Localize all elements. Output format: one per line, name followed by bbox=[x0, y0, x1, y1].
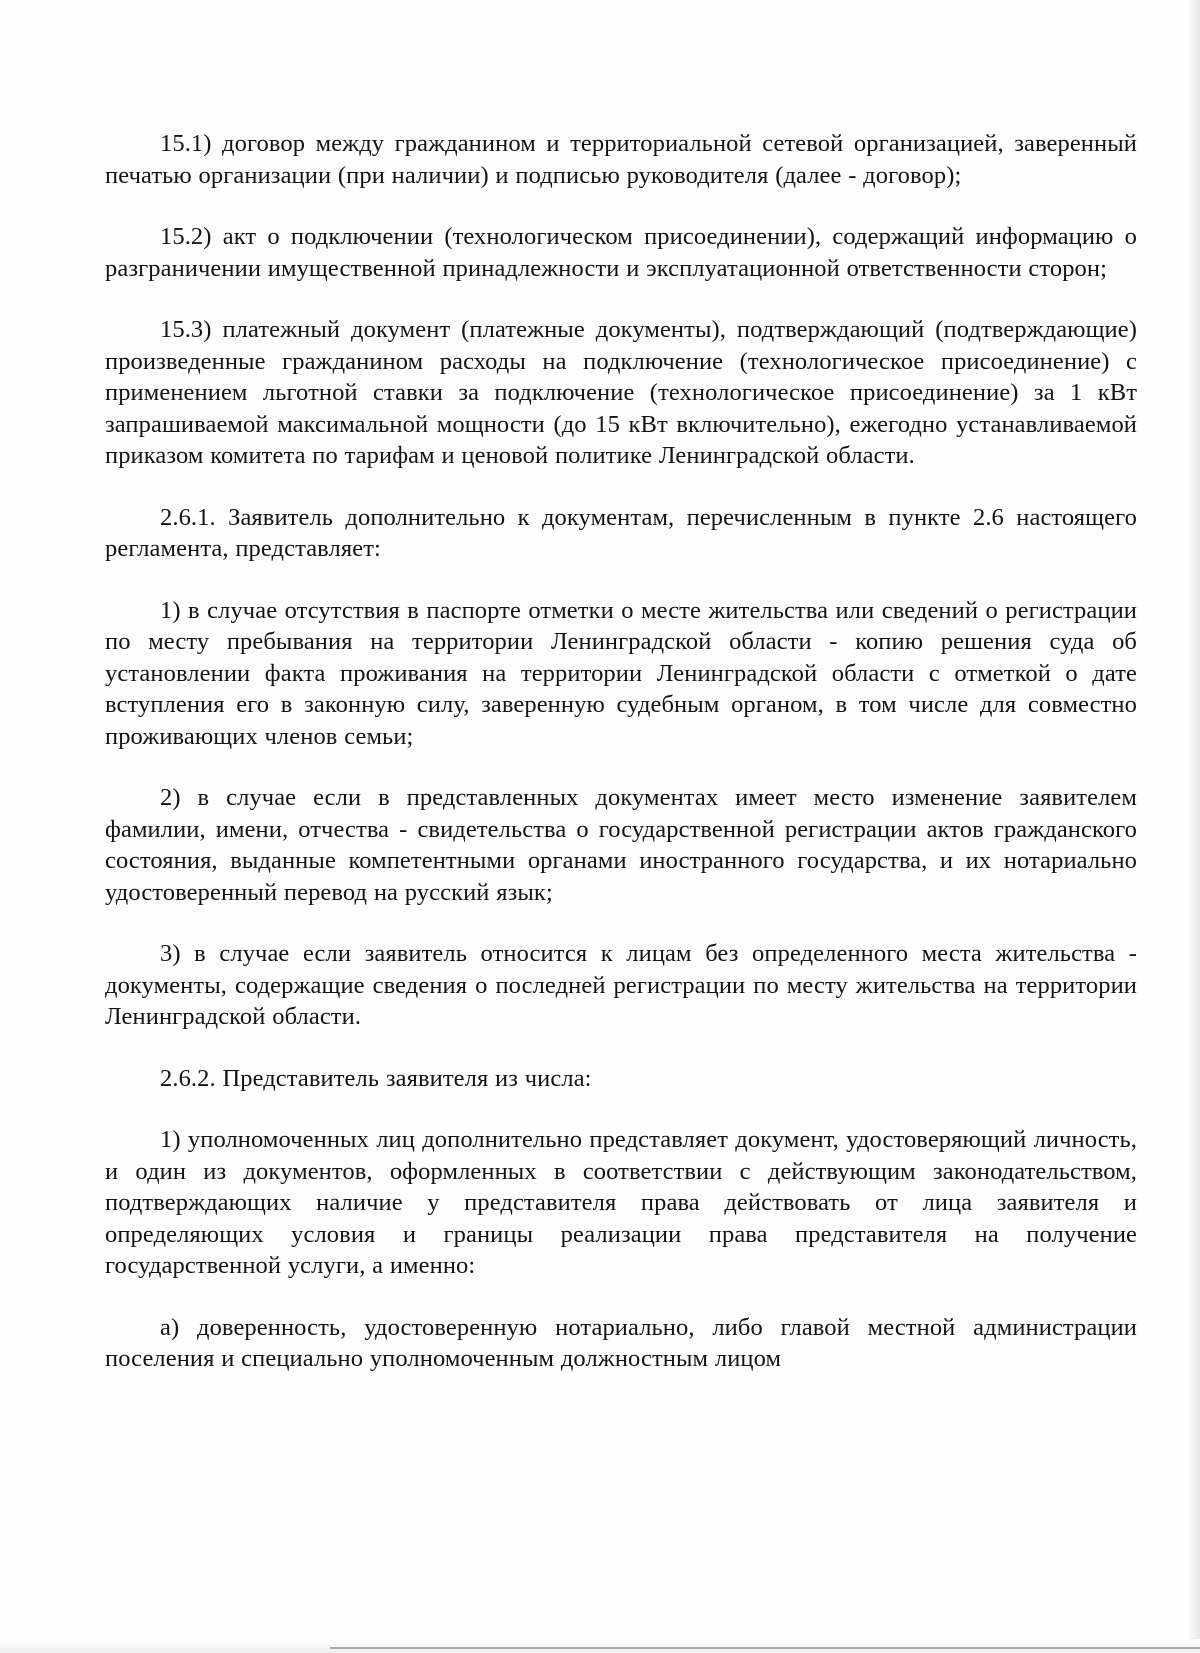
paragraph-15-2: 15.2) акт о подключении (технологическом присоединении), содержащий информацию о разграничении имущественной принадлежности и эксплуатационной ответственности сторон; bbox=[105, 223, 1137, 282]
paragraph-2-6-2: 2.6.2. Представитель заявителя из числа: bbox=[160, 1064, 592, 1092]
paragraph-2-6-1-item-2: 2) в случае если в представленных документах имеет место изменение заявителем фамилии, имени, отчества - свидетельства о государственной регистрации актов гражданского состояния, выданные компетентными органами иностранного государства, и их нотариально удостоверенный перевод на русский язык; bbox=[105, 784, 1137, 906]
paragraph-2-6-1: 2.6.1. Заявитель дополнительно к документам, перечисленным в пункте 2.6 настоящего регламента, представляет: bbox=[105, 503, 1137, 562]
paragraph-2-6-1-item-3: 3) в случае если заявитель относится к лицам без определенного места жительства - документы, содержащие сведения о последней регистрации по месту жительства на территории Ленинградской области. bbox=[105, 940, 1137, 1030]
paragraph-2-6-2-item-a: а) доверенность, удостоверенную нотариально, либо главой местной администрации поселения и специально уполномоченным должностным лицом bbox=[105, 1313, 1137, 1372]
paragraph-15-3: 15.3) платежный документ (платежные документы), подтверждающий (подтверждающие) произведенные гражданином расходы на подключение (технологическое присоединение) с применением льготной ставки за подключение (технологическое присоединение) за 1 кВт запрашиваемой максимальной мощности (до 15 кВт включительно), ежегодно устанавливаемой приказом комитета по тарифам и ценовой политике Ленинградской области. bbox=[105, 316, 1137, 469]
scan-edge-right bbox=[1186, 0, 1200, 1653]
paragraph-2-6-1-item-1: 1) в случае отсутствия в паспорте отметки о месте жительства или сведений о регистрации по месту пребывания на территории Ленинградской области - копию решения суда об установлении факта проживания на территории Ленинградской области с отметкой о дате вступления его в законную силу, заверенную судебным органом, в том числе для совместно проживающих членов семьи; bbox=[105, 596, 1137, 750]
paragraph-15-1: 15.1) договор между гражданином и территориальной сетевой организацией, заверенный печатью организации (при наличии) и подписью руководителя (далее - договор); bbox=[105, 130, 1137, 189]
scan-artifact-line bbox=[330, 1647, 1200, 1649]
scan-edge-bottom bbox=[0, 1639, 1200, 1653]
document-body bbox=[105, 128, 1137, 1375]
paragraph-2-6-2-item-1: 1) уполномоченных лиц дополнительно представляет документ, удостоверяющий личность, и один из документов, оформленных в соответствии с действующим законодательством, подтверждающих наличие у представителя права действовать от лица заявителя и определяющих условия и границы реализации права представителя на получение государственной услуги, а именно: bbox=[105, 1126, 1137, 1279]
